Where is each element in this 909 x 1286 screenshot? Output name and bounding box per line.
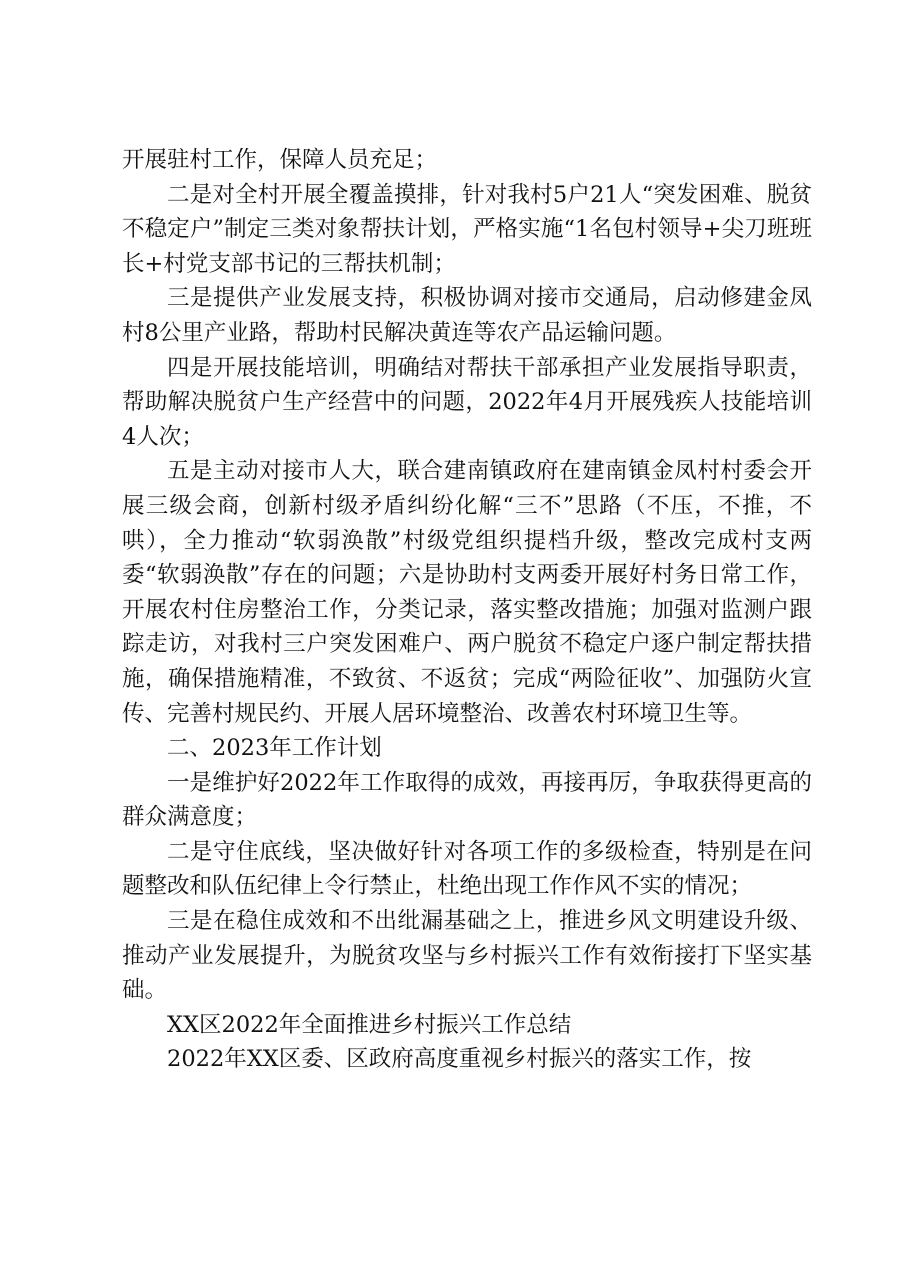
paragraph-item-5: 五是主动对接市人大，联合建南镇政府在建南镇金凤村村委会开展三级会商，创新村级矛盾纠纷化解“三不”思路（不压，不推，不哄），全力推动“软弱涣散”村级党组织提档升级，整改完成村支两委“软弱涣散”存在的问题；六是协助村支两委开展好村务日常工作，开展农村住房整治工作，分类记录，落实整改措施；加强对监测户跟踪走访，对我村三户突发困难户、两户脱贫不稳定户逐户制定帮扶措施，确保措施精准，不致贫、不返贫；完成“两险征收”、加强防火宣传、完善村规民约、开展人居环境整治、改善农村环境卫生等。 (122, 458, 812, 727)
plan-item-3: 三是在稳住成效和不出纰漏基础之上，推进乡风文明建设升级、推动产业发展提升，为脱贫攻坚与乡村振兴工作有效衔接打下坚实基础。 (122, 908, 812, 1004)
paragraph-item-3: 三是提供产业发展支持，积极协调对接市交通局，启动修建金凤村8公里产业路，帮助村民解决黄连等农产品运输问题。 (122, 285, 812, 346)
paragraph-continuation: 开展驻村工作，保障人员充足； (122, 147, 438, 173)
plan-item-2: 二是守住底线，坚决做好针对各项工作的多级检查，特别是在问题整改和队伍纪律上令行禁止，杜绝出现工作作风不实的情况； (122, 838, 812, 900)
paragraph-item-4: 四是开展技能培训，明确结对帮扶干部承担产业发展指导职责，帮助解决脱贫户生产经营中的问题，2022年4月开展残疾人技能培训4人次； (122, 354, 812, 450)
summary-intro-paragraph: 2022年XX区委、区政府高度重视乡村振兴的落实工作，按 (167, 1046, 752, 1073)
document-title-xx-district-summary: XX区2022年全面推进乡村振兴工作总结 (167, 1011, 572, 1038)
document-body (122, 143, 812, 1077)
plan-item-1: 一是维护好2022年工作取得的成效，再接再厉，争取获得更高的群众满意度； (122, 769, 812, 831)
paragraph-item-2: 二是对全村开展全覆盖摸排，针对我村5户21人“突发困难、脱贫不稳定户”制定三类对象帮扶计划，严格实施“1名包村领导+尖刀班班长+村党支部书记的三帮扶机制； (122, 181, 812, 277)
section-heading-2023-plan: 二、2023年工作计划 (167, 735, 382, 762)
